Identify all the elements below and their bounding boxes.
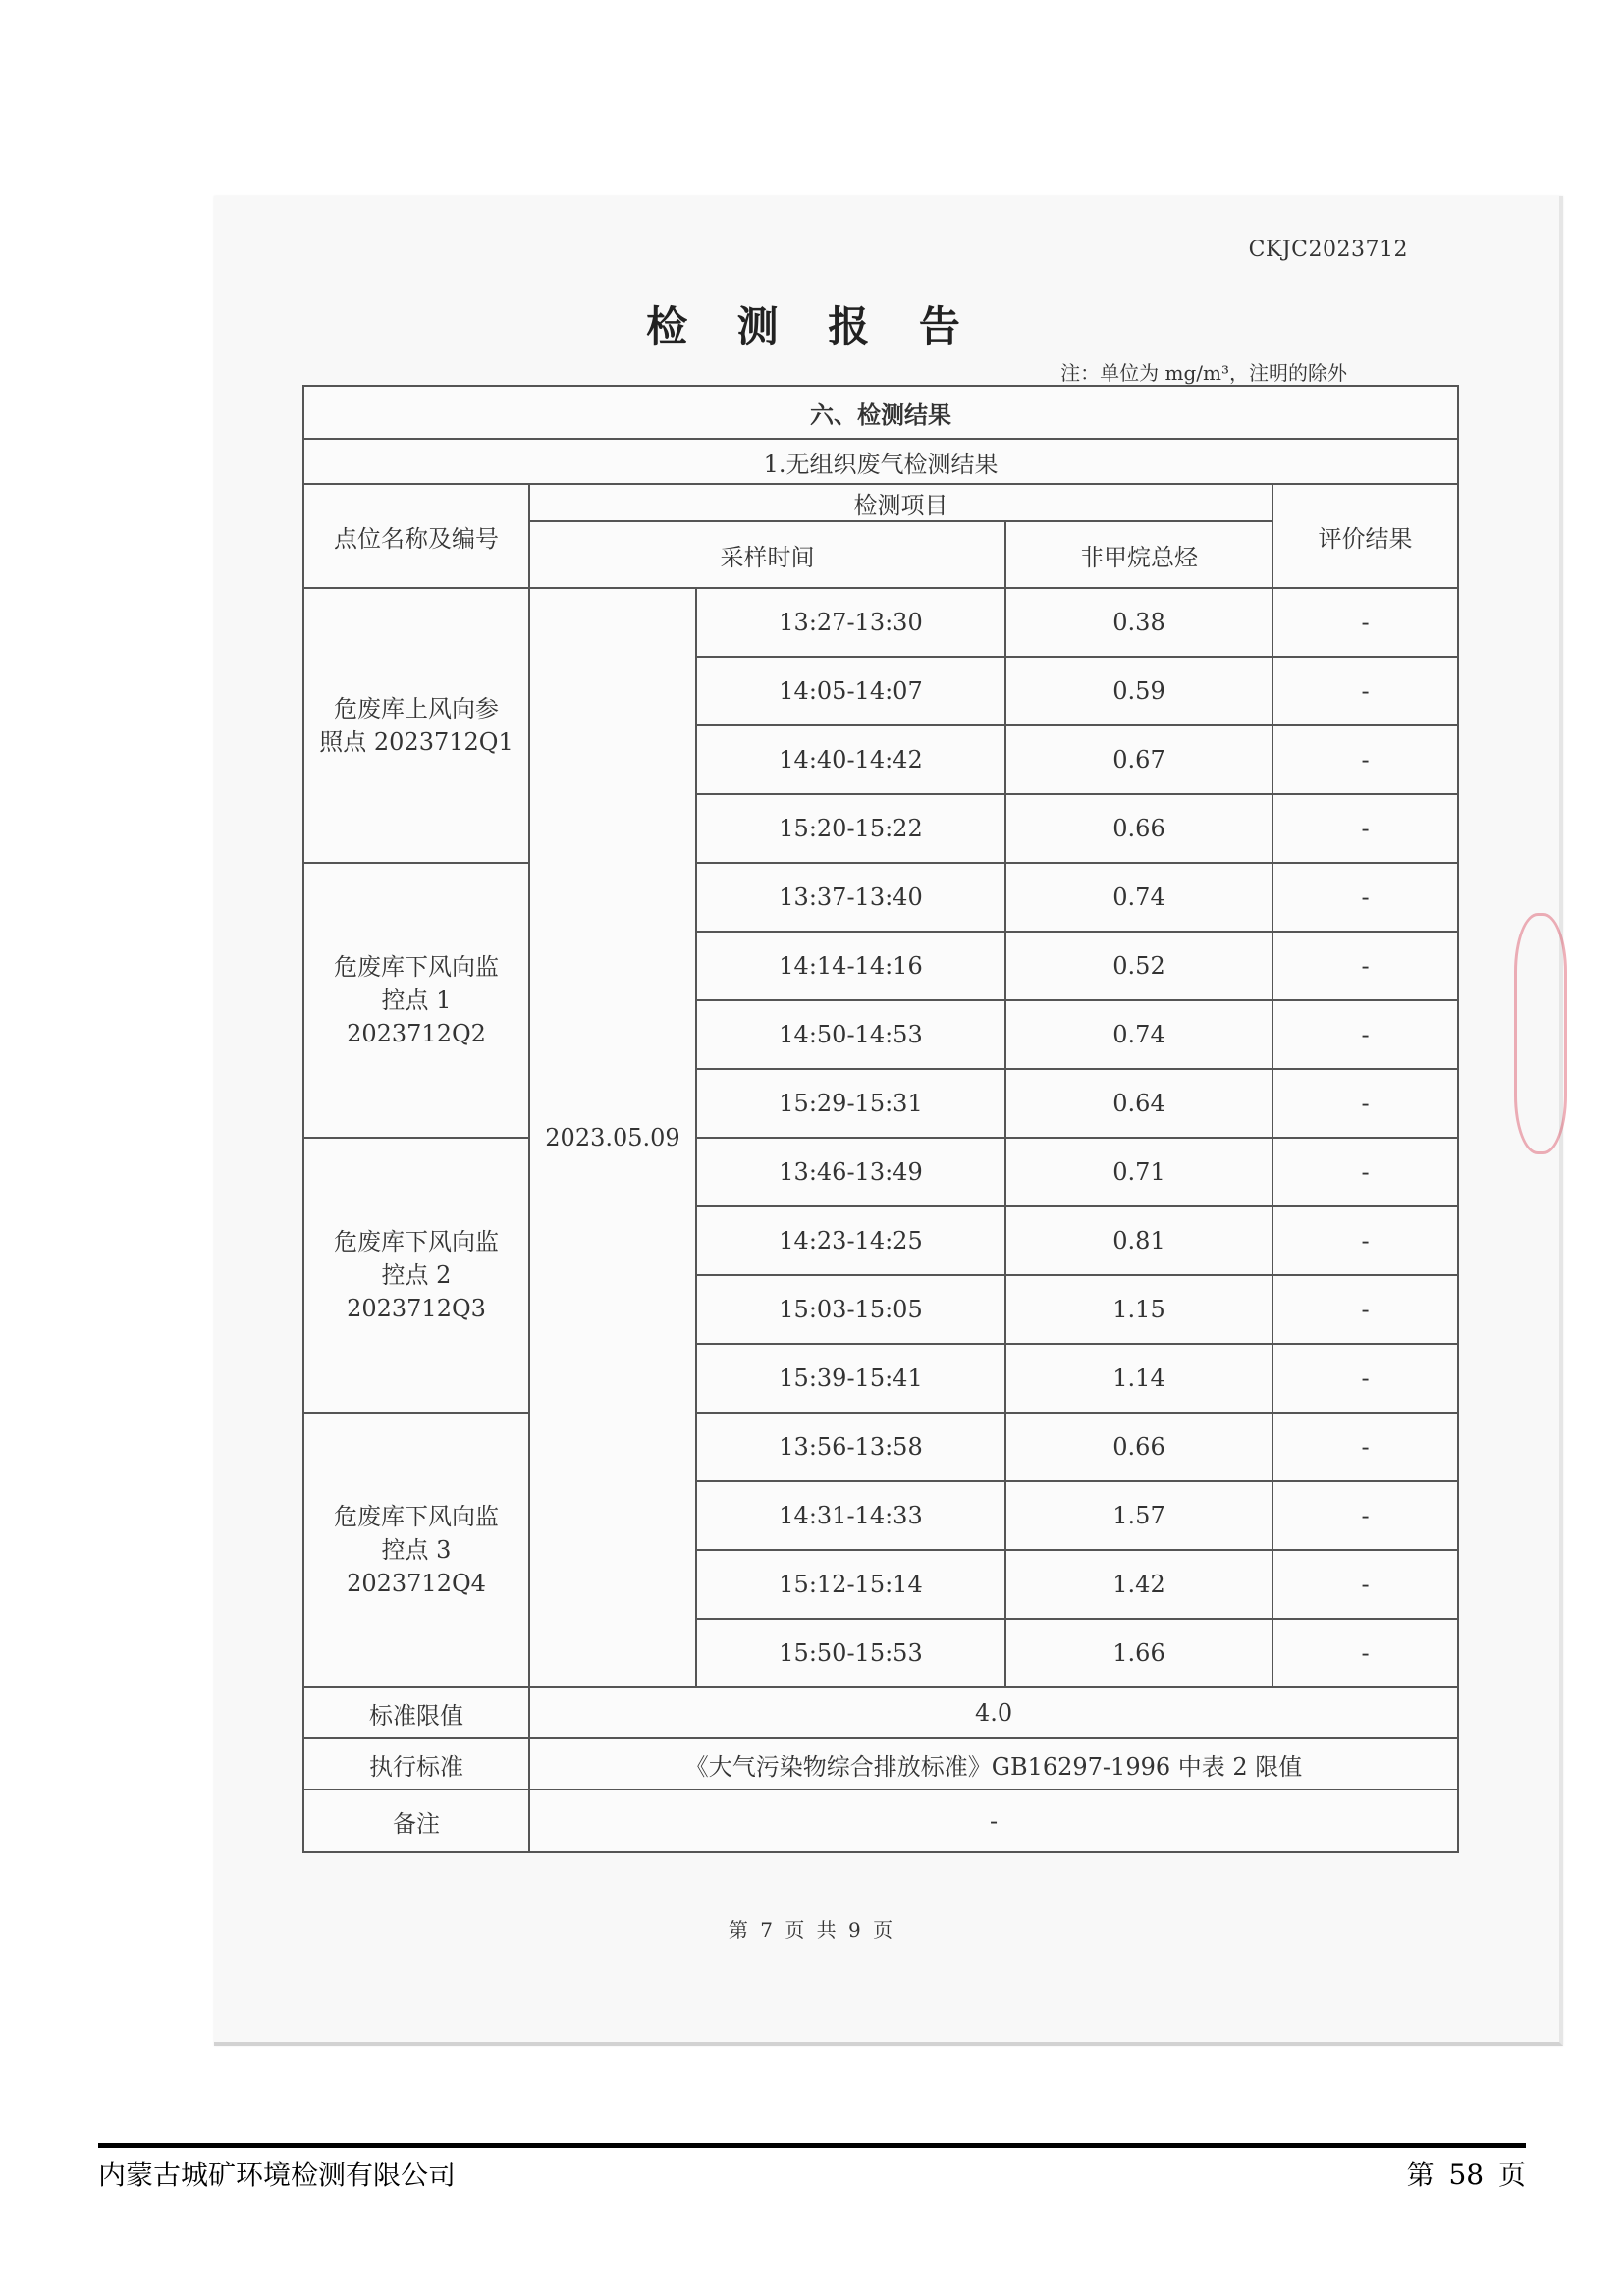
table-row [303, 863, 1458, 932]
remarks-label: 备注 [303, 1789, 529, 1852]
sampling-time: 15:20-15:22 [696, 794, 1005, 863]
nmhc-value: 0.52 [1005, 932, 1272, 1000]
executive-standard-value: 《大气污染物综合排放标准》GB16297-1996 中表 2 限值 [529, 1738, 1458, 1789]
footer-rule [98, 2143, 1526, 2148]
evaluation-result: - [1272, 588, 1458, 657]
table-row [303, 1413, 1458, 1481]
nmhc-value: 0.71 [1005, 1138, 1272, 1206]
table-row [303, 1138, 1458, 1206]
point-name-line: 2023712Q2 [347, 1020, 486, 1047]
nmhc-value: 0.66 [1005, 794, 1272, 863]
standard-limit-row [303, 1687, 1458, 1738]
point-name-line: 危废库下风向监 [334, 1503, 499, 1530]
results-table [302, 385, 1459, 1853]
nmhc-value: 0.38 [1005, 588, 1272, 657]
seal-stamp [1514, 913, 1567, 1154]
sampling-time: 13:27-13:30 [696, 588, 1005, 657]
nmhc-value: 0.64 [1005, 1069, 1272, 1138]
sampling-time: 13:46-13:49 [696, 1138, 1005, 1206]
section-title: 六、检测结果 [303, 386, 1458, 439]
evaluation-result: - [1272, 1344, 1458, 1413]
evaluation-result: - [1272, 1138, 1458, 1206]
nmhc-value: 0.67 [1005, 725, 1272, 794]
sampling-date: 2023.05.09 [529, 588, 696, 1687]
standard-limit-label: 标准限值 [303, 1687, 529, 1738]
remarks-value: - [529, 1789, 1458, 1852]
footer-company: 内蒙古城矿环境检测有限公司 [98, 2159, 457, 2191]
standard-limit-value: 4.0 [529, 1687, 1458, 1738]
nmhc-value: 1.14 [1005, 1344, 1272, 1413]
sampling-time: 14:14-14:16 [696, 932, 1005, 1000]
evaluation-result: - [1272, 932, 1458, 1000]
inner-page-number: 第 7 页 共 9 页 [728, 1918, 896, 1942]
point-name [303, 1413, 529, 1687]
point-name-line: 2023712Q3 [347, 1295, 486, 1322]
nmhc-value: 1.15 [1005, 1275, 1272, 1344]
nmhc-value: 0.74 [1005, 1000, 1272, 1069]
sampling-time: 14:23-14:25 [696, 1206, 1005, 1275]
evaluation-result: - [1272, 794, 1458, 863]
sampling-time: 15:03-15:05 [696, 1275, 1005, 1344]
evaluation-result: - [1272, 863, 1458, 932]
nmhc-value: 1.42 [1005, 1550, 1272, 1619]
executive-standard-row [303, 1738, 1458, 1789]
sampling-time: 15:29-15:31 [696, 1069, 1005, 1138]
sampling-time: 13:37-13:40 [696, 863, 1005, 932]
point-name [303, 1138, 529, 1413]
sampling-time: 13:56-13:58 [696, 1413, 1005, 1481]
point-name-line: 2023712Q4 [347, 1570, 486, 1597]
evaluation-result: - [1272, 1619, 1458, 1687]
evaluation-result: - [1272, 1000, 1458, 1069]
report-title: 检 测 报 告 [646, 302, 978, 350]
subsection-title: 1.无组织废气检测结果 [303, 439, 1458, 484]
executive-standard-label: 执行标准 [303, 1738, 529, 1789]
nmhc-value: 0.74 [1005, 863, 1272, 932]
sampling-time: 14:40-14:42 [696, 725, 1005, 794]
nmhc-value: 0.66 [1005, 1413, 1272, 1481]
sampling-time: 15:12-15:14 [696, 1550, 1005, 1619]
sampling-time: 14:50-14:53 [696, 1000, 1005, 1069]
point-name-line: 控点 3 [381, 1536, 452, 1564]
sampling-time: 15:39-15:41 [696, 1344, 1005, 1413]
point-name-line: 控点 2 [381, 1261, 452, 1289]
header-nmhc: 非甲烷总烃 [1005, 521, 1272, 588]
header-sampling-time: 采样时间 [529, 521, 1005, 588]
nmhc-value: 1.66 [1005, 1619, 1272, 1687]
point-name-line: 危废库下风向监 [334, 1228, 499, 1255]
table-row [303, 588, 1458, 657]
evaluation-result: - [1272, 657, 1458, 725]
nmhc-value: 1.57 [1005, 1481, 1272, 1550]
nmhc-value: 0.59 [1005, 657, 1272, 725]
evaluation-result: - [1272, 725, 1458, 794]
point-name-line: 照点 2023712Q1 [319, 728, 514, 756]
footer-page-number: 第 58 页 [1406, 2159, 1526, 2191]
point-name [303, 588, 529, 863]
header-point: 点位名称及编号 [303, 484, 529, 588]
evaluation-result: - [1272, 1413, 1458, 1481]
remarks-row [303, 1789, 1458, 1852]
point-name [303, 863, 529, 1138]
evaluation-result: - [1272, 1550, 1458, 1619]
sampling-time: 15:50-15:53 [696, 1619, 1005, 1687]
point-name-line: 危废库下风向监 [334, 953, 499, 981]
sampling-time: 14:05-14:07 [696, 657, 1005, 725]
evaluation-result: - [1272, 1069, 1458, 1138]
point-name-line: 危废库上风向参 [334, 695, 499, 722]
point-name-line: 控点 1 [381, 987, 452, 1014]
sampling-time: 14:31-14:33 [696, 1481, 1005, 1550]
evaluation-result: - [1272, 1275, 1458, 1344]
evaluation-result: - [1272, 1206, 1458, 1275]
evaluation-result: - [1272, 1481, 1458, 1550]
nmhc-value: 0.81 [1005, 1206, 1272, 1275]
header-items: 检测项目 [529, 484, 1272, 521]
header-evaluation: 评价结果 [1272, 484, 1458, 588]
report-number: CKJC2023712 [1248, 238, 1408, 262]
unit-note: 注：单位为 mg/m³，注明的除外 [1060, 361, 1347, 385]
